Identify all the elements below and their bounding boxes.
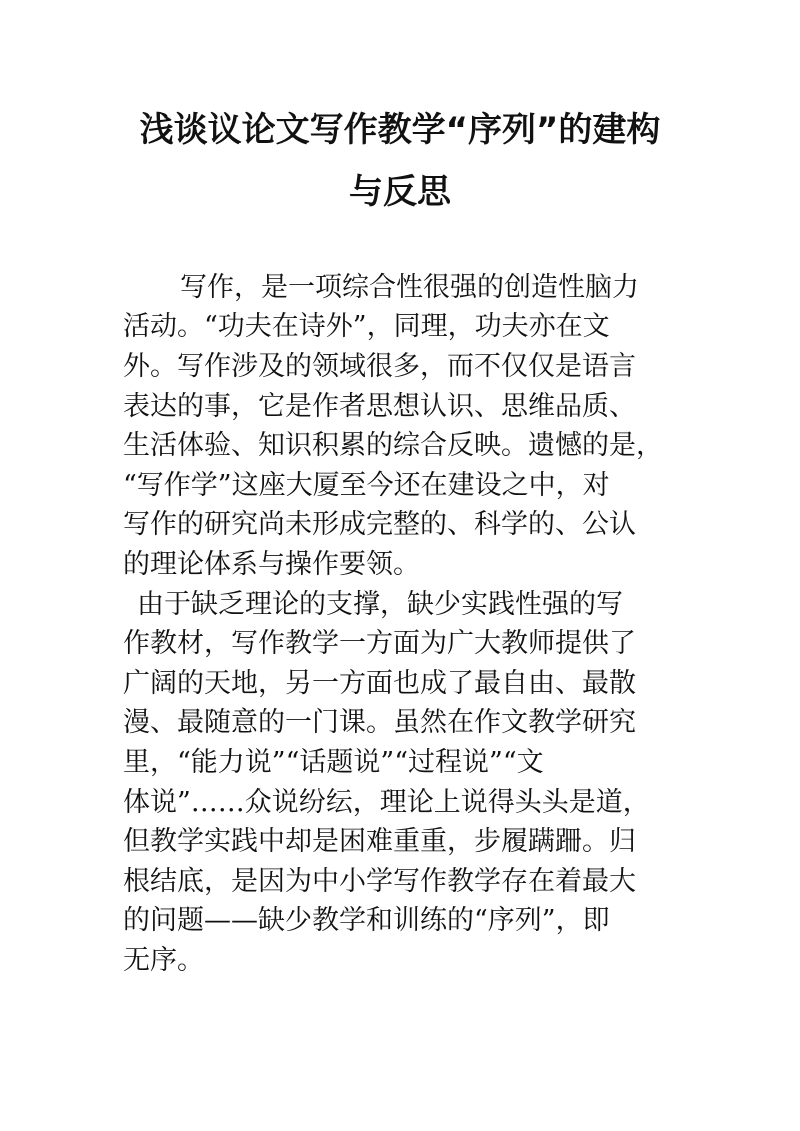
paragraph-2-line-4: 漫、最随意的一门课。虽然在作文教学研究 bbox=[123, 707, 636, 738]
paragraph-1-line-3: 外。写作涉及的领域很多，而不仅仅是语言 bbox=[123, 351, 636, 382]
paragraph-2-line-10: 无序。 bbox=[123, 945, 204, 976]
paragraph-2-line-6: 体说”……众说纷纭，理论上说得头头是道， bbox=[123, 787, 650, 818]
paragraph-2-line-9: 的问题——缺少教学和训练的“序列”，即 bbox=[123, 905, 610, 936]
document-title-line-2: 与反思 bbox=[349, 172, 451, 212]
paragraph-2-line-8: 根结底，是因为中小学写作教学存在着最大 bbox=[123, 866, 636, 897]
document-title-line-1: 浅谈议论文写作教学“序列”的建构 bbox=[139, 110, 661, 150]
paragraph-1-line-6: “写作学”这座大厦至今还在建设之中，对 bbox=[123, 470, 610, 501]
paragraph-1-line-8: 的理论体系与操作要领。 bbox=[123, 549, 420, 580]
paragraph-2-line-5: 里，“能力说”“话题说”“过程说”“文 bbox=[123, 747, 544, 778]
paragraph-1-line-1: 写作，是一项综合性很强的创造性脑力 bbox=[180, 272, 639, 303]
paragraph-2-line-2: 作教材，写作教学一方面为广大教师提供了 bbox=[123, 628, 636, 659]
paragraph-1-line-4: 表达的事，它是作者思想认识、思维品质、 bbox=[123, 391, 636, 422]
paragraph-1-line-2: 活动。“功夫在诗外”，同理，功夫亦在文 bbox=[123, 311, 610, 342]
paragraph-2-line-7: 但教学实践中却是困难重重，步履蹒跚。归 bbox=[123, 826, 636, 857]
paragraph-2-line-3: 广阔的天地，另一方面也成了最自由、最散 bbox=[123, 668, 636, 699]
paragraph-1-line-7: 写作的研究尚未形成完整的、科学的、公认 bbox=[123, 509, 636, 540]
paragraph-1-line-5: 生活体验、知识积累的综合反映。遗憾的是， bbox=[123, 430, 663, 461]
paragraph-2-line-1: 由于缺乏理论的支撑，缺少实践性强的写 bbox=[137, 589, 623, 620]
